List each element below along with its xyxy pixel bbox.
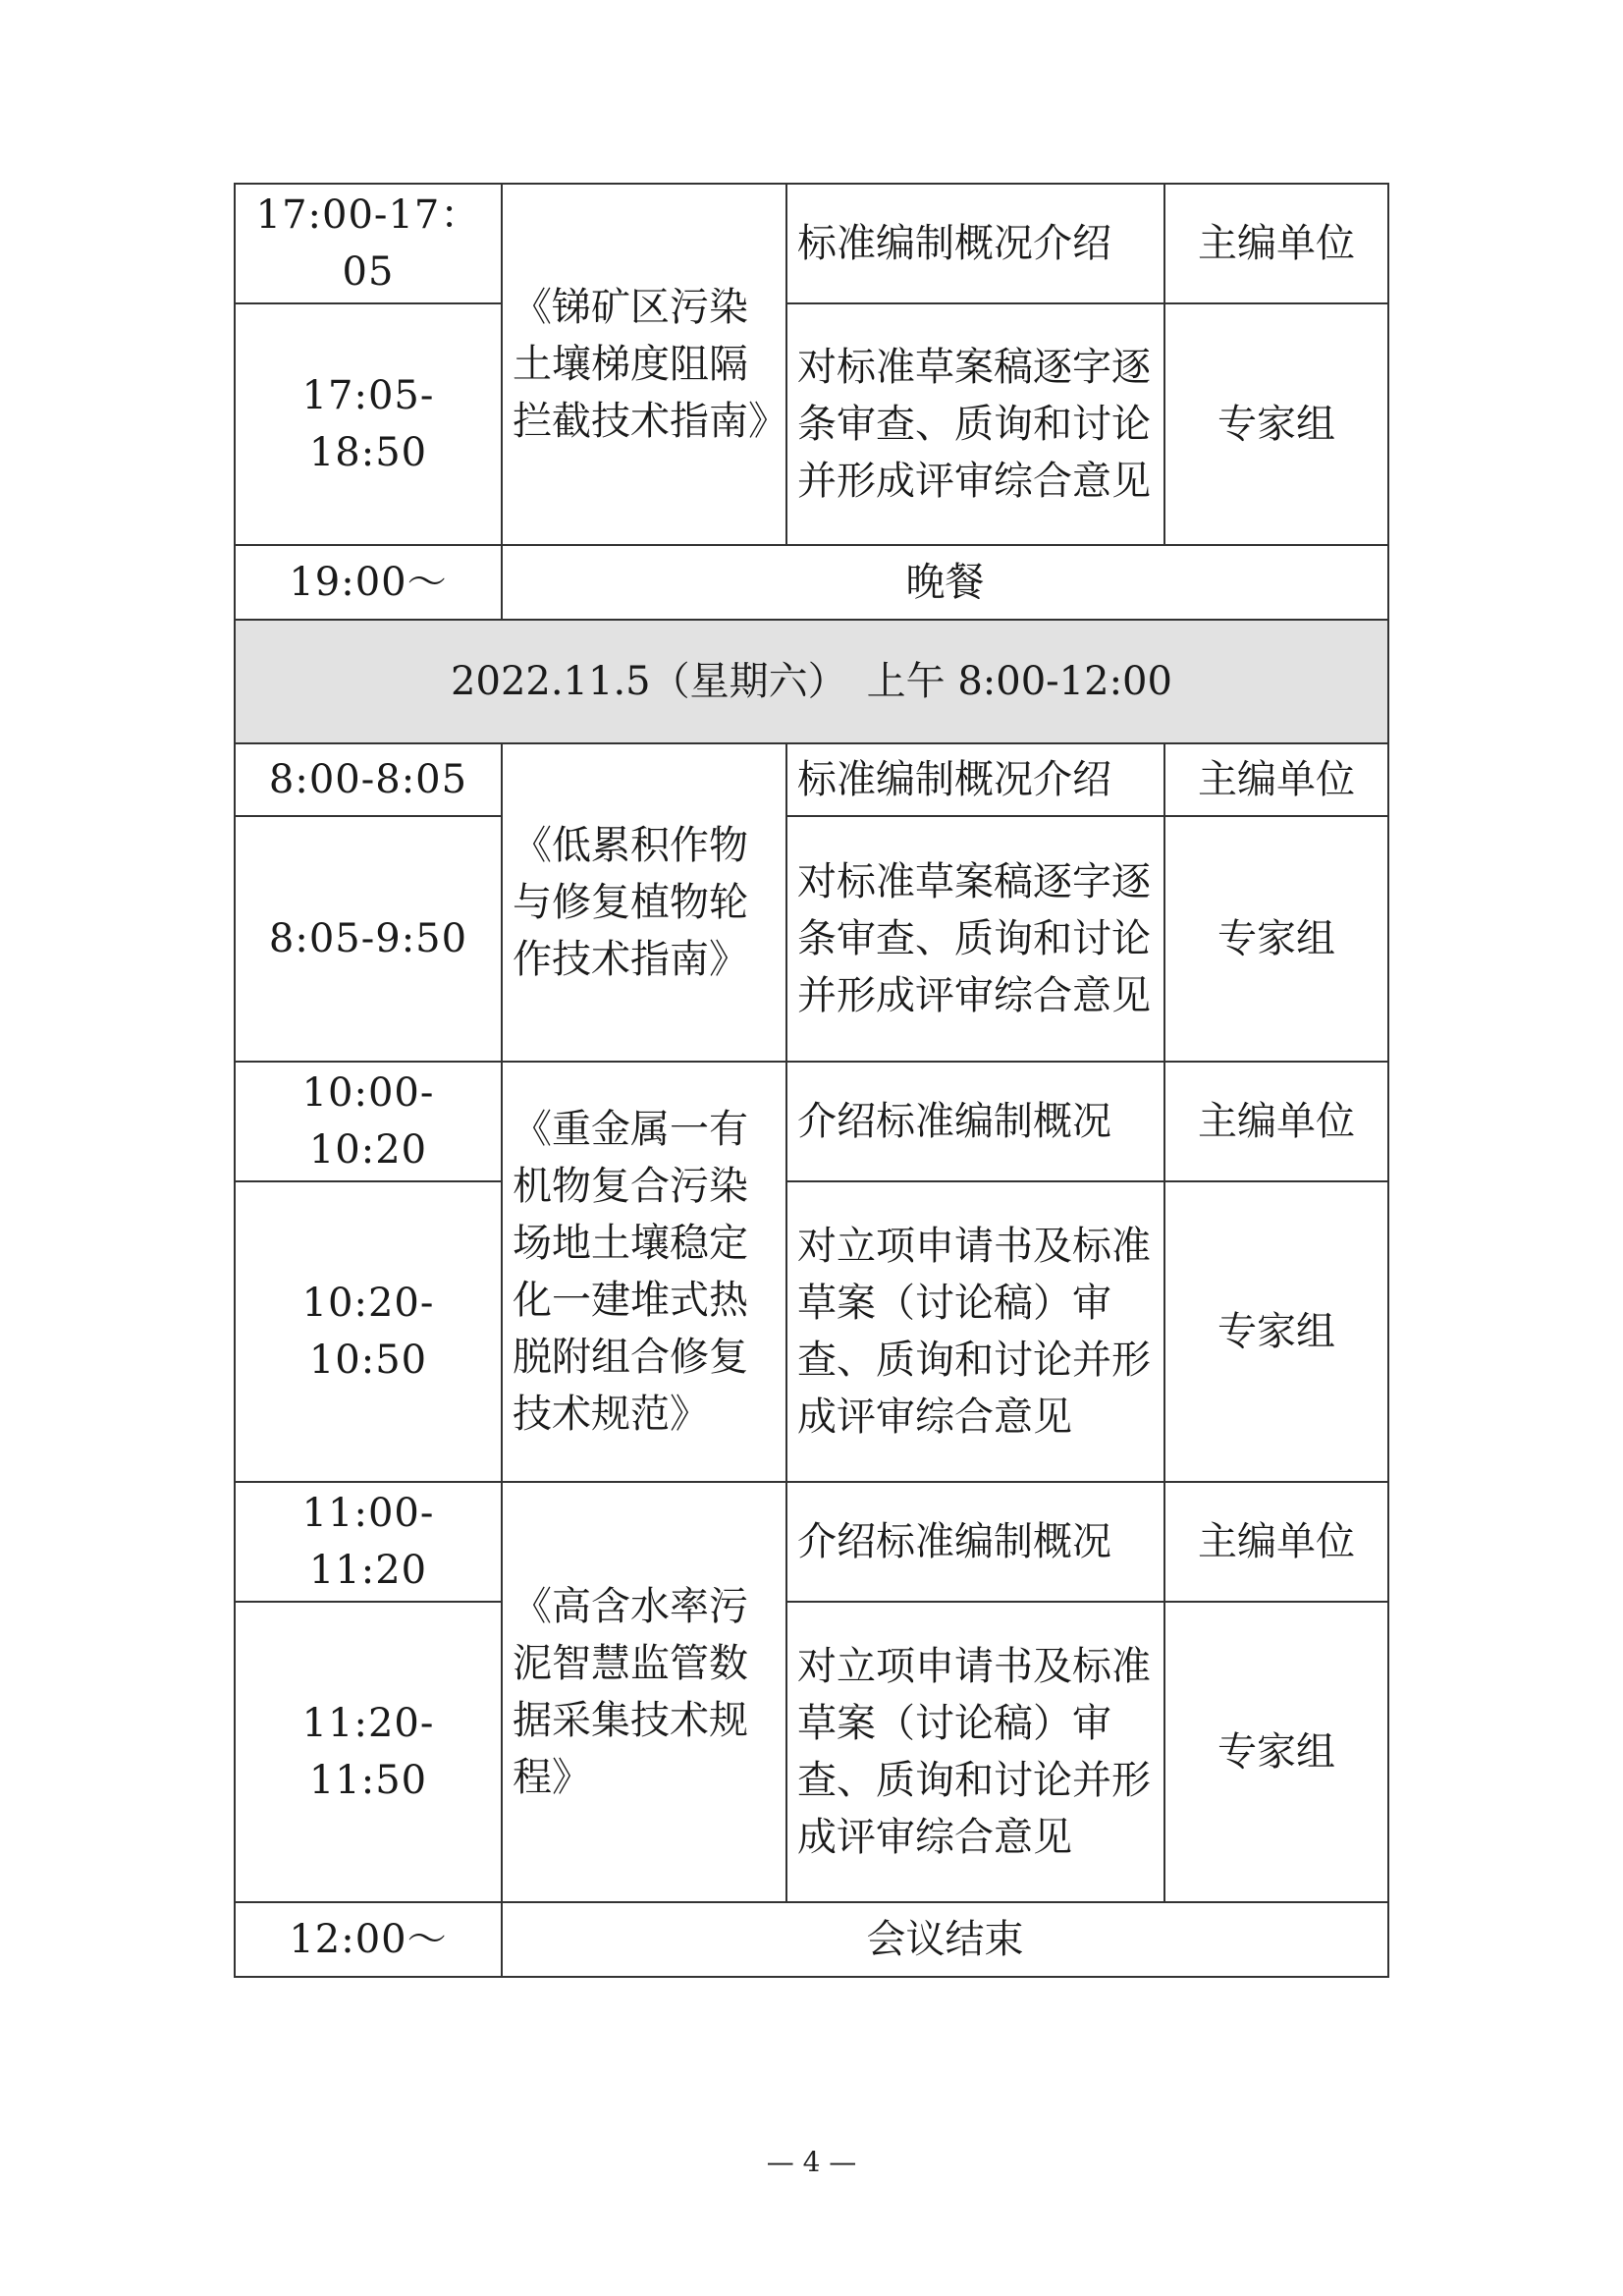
role-cell: 主编单位 [1164,1062,1388,1181]
time-cell: 19:00～ [235,545,502,620]
table-row [235,1062,1388,1181]
role-cell: 专家组 [1164,1602,1388,1902]
time-cell: 8:05-9:50 [235,816,502,1062]
time-cell: 12:00～ [235,1902,502,1977]
table-row [235,545,1388,620]
time-cell: 11:00-11:20 [235,1482,502,1602]
time-cell: 10:00-10:20 [235,1062,502,1181]
event-cell: 晚餐 [502,545,1388,620]
table-row [235,816,1388,1062]
table-row [235,303,1388,545]
role-cell: 主编单位 [1164,184,1388,303]
task-cell: 对立项申请书及标准草案（讨论稿）审查、质询和讨论并形成评审综合意见 [786,1181,1164,1482]
role-cell: 专家组 [1164,1181,1388,1482]
time-cell: 17:00-17：05 [235,184,502,303]
table-row [235,1902,1388,1977]
task-cell: 对立项申请书及标准草案（讨论稿）审查、质询和讨论并形成评审综合意见 [786,1602,1164,1902]
standard-title-cell: 《高含水率污泥智慧监管数据采集技术规程》 [502,1482,786,1902]
task-cell: 标准编制概况介绍 [786,184,1164,303]
table-row [235,1482,1388,1602]
table-row [235,743,1388,816]
task-cell: 标准编制概况介绍 [786,743,1164,816]
standard-title-cell: 《低累积作物与修复植物轮作技术指南》 [502,743,786,1062]
standard-title-cell: 《锑矿区污染土壤梯度阻隔拦截技术指南》 [502,184,786,545]
time-cell: 17:05-18:50 [235,303,502,545]
date-band-row [235,620,1388,743]
task-cell: 对标准草案稿逐字逐条审查、质询和讨论并形成评审综合意见 [786,303,1164,545]
time-cell: 8:00-8:05 [235,743,502,816]
table-row [235,184,1388,303]
task-cell: 介绍标准编制概况 [786,1062,1164,1181]
role-cell: 专家组 [1164,303,1388,545]
table-row [235,1181,1388,1482]
table-row [235,1602,1388,1902]
task-cell: 介绍标准编制概况 [786,1482,1164,1602]
schedule-table [234,183,1389,1978]
event-cell: 会议结束 [502,1902,1388,1977]
date-band: 2022.11.5（星期六） 上午 8:00-12:00 [235,620,1388,743]
page-number: — 4 — [766,2146,857,2178]
role-cell: 专家组 [1164,816,1388,1062]
time-cell: 11:20-11:50 [235,1602,502,1902]
time-cell: 10:20-10:50 [235,1181,502,1482]
task-cell: 对标准草案稿逐字逐条审查、质询和讨论并形成评审综合意见 [786,816,1164,1062]
role-cell: 主编单位 [1164,743,1388,816]
role-cell: 主编单位 [1164,1482,1388,1602]
standard-title-cell: 《重金属一有机物复合污染场地土壤稳定化一建堆式热脱附组合修复技术规范》 [502,1062,786,1482]
